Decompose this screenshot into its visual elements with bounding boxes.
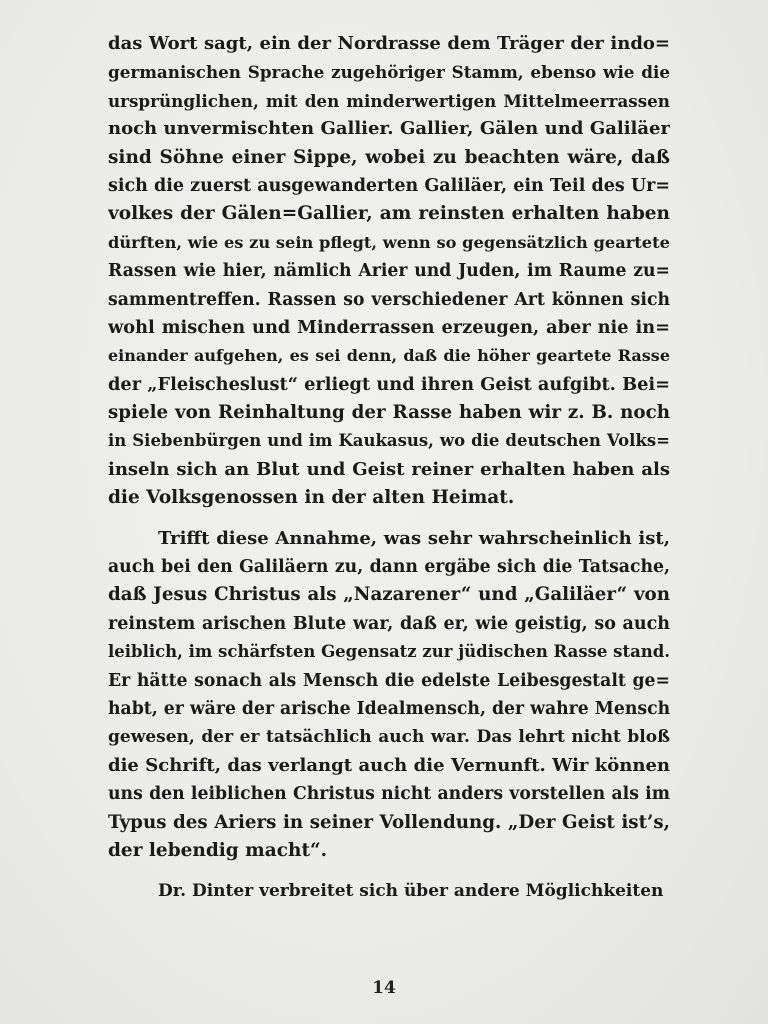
text-line: sind Söhne einer Sippe, wobei zu beachten wäre, daß — [108, 146, 670, 168]
text-line: einander aufgehen, es sei denn, daß die höher geartete Rasse — [108, 346, 670, 366]
paragraph-2 — [108, 525, 670, 866]
text-line: germanischen Sprache zugehöriger Stamm, ebenso wie die — [108, 62, 670, 83]
text-line: Typus des Ariers in seiner Vollendung. „Der Geist ist’s, — [108, 811, 670, 833]
text-line: volkes der Gälen=Gallier, am reinsten erhalten haben — [108, 203, 670, 225]
text-line: der lebendig macht“. — [108, 839, 328, 861]
text-line: die Volksgenossen in der alten Heimat. — [108, 487, 515, 509]
text-line: das Wort sagt, ein der Nordrasse dem Träger der indo= — [108, 33, 670, 54]
text-line: wohl mischen und Minderrassen erzeugen, aber nie in= — [108, 316, 670, 338]
text-line: noch unvermischten Gallier. Gallier, Gälen und Galiläer — [108, 118, 670, 140]
text-line: ursprünglichen, mit den minderwertigen Mittelmeerrassen — [108, 90, 670, 111]
text-line: sich die zuerst ausgewanderten Galiläer, ein Teil des Ur= — [108, 175, 670, 196]
paragraph-3 — [108, 877, 670, 905]
text-line: Trifft diese Annahme, was sehr wahrscheinlich ist, — [158, 527, 670, 549]
text-line: gewesen, der er tatsächlich auch war. Das lehrt nicht bloß — [108, 727, 670, 748]
page-number: 14 — [372, 978, 396, 998]
text-line: der „Fleischeslust“ erliegt und ihren Geist aufgibt. Bei= — [108, 373, 670, 395]
text-line: habt, er wäre der arische Idealmensch, der wahre Mensch — [108, 698, 670, 719]
text-line: daß Jesus Christus als „Nazarener“ und „Galiläer“ von — [108, 584, 670, 606]
text-line: Dr. Dinter verbreitet sich über andere Möglichkeiten — [158, 881, 664, 902]
text-line: Rassen wie hier, nämlich Arier und Juden, im Raume zu= — [108, 261, 670, 282]
text-line: leiblich, im schärfsten Gegensatz zur jüdischen Rasse stand. — [108, 642, 670, 662]
text-line: sammentreffen. Rassen so verschiedener Art können sich — [108, 289, 670, 310]
text-line: uns den leiblichen Christus nicht anders vorstellen als im — [108, 784, 670, 805]
text-line: auch bei den Galiläern zu, dann ergäbe sich die Tatsache, — [108, 557, 670, 578]
body-text — [108, 30, 670, 906]
text-line: die Schrift, das verlangt auch die Vernunft. Wir können — [108, 754, 670, 776]
text-line: Er hätte sonach als Mensch die edelste Leibesgestalt ge= — [108, 670, 670, 691]
paragraph-gap — [108, 865, 670, 877]
paragraph-1 — [108, 30, 670, 513]
text-line: in Siebenbürgen und im Kaukasus, wo die deutschen Volks= — [108, 431, 670, 451]
text-line: reinstem arischen Blute war, daß er, wie geistig, so auch — [108, 613, 670, 634]
text-line: dürften, wie es zu sein pflegt, wenn so gegensätzlich geartete — [108, 232, 670, 252]
text-line: inseln sich an Blut und Geist reiner erhalten haben als — [108, 458, 670, 480]
text-line: spiele von Reinhaltung der Rasse haben wir z. B. noch — [108, 402, 670, 424]
paragraph-gap — [108, 513, 670, 525]
